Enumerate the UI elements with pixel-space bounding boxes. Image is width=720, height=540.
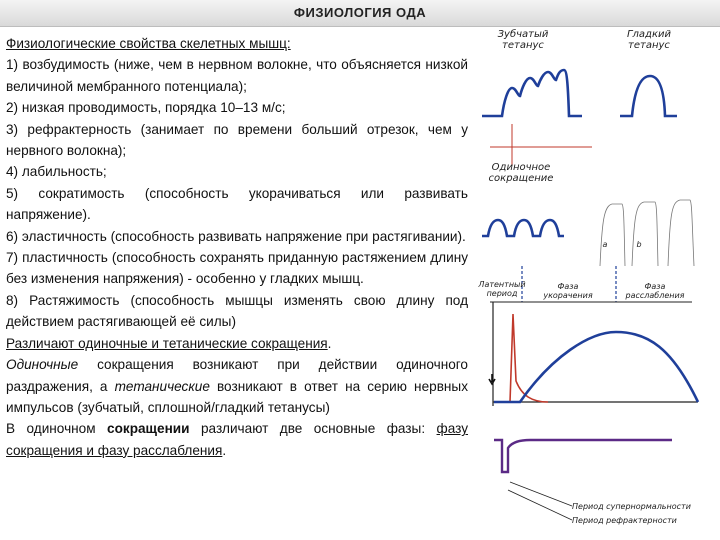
phases-end: . xyxy=(222,442,227,458)
section-heading: Физиологические свойства скелетных мышц: xyxy=(6,36,291,51)
single-contraction-label: Одиночное сокращение xyxy=(488,162,554,184)
refractory-period-label: Период рефрактерности xyxy=(572,516,677,525)
latent-period-label: Латентный период xyxy=(478,280,526,298)
excitability-curve xyxy=(494,440,672,472)
phases-part-a: В одиночном xyxy=(6,421,108,437)
phases-underlined: фазу сокращения и фазу расслабления xyxy=(6,421,469,458)
action-potential-curve xyxy=(504,314,548,402)
slide-title: ФИЗИОЛОГИЯ ОДА xyxy=(293,5,427,20)
stimulus-arrow-icon xyxy=(489,374,495,384)
contraction-types xyxy=(6,333,468,354)
property-6: 6) эластичность (способность развивать напряжение при растягивании). xyxy=(6,228,466,244)
property-4: 4) лабильность; xyxy=(6,164,107,180)
tetanic-term: тетанические xyxy=(114,378,210,394)
phases-bold: сокращении xyxy=(107,421,190,437)
desc-part-d: возникают в ответ на серию нервных импульсов (зубчатый, сплошной/гладкий тетанусы) xyxy=(6,378,468,415)
relaxation-phase-label: Фаза расслабления xyxy=(625,282,685,300)
contraction-description xyxy=(6,354,468,418)
figures-panel xyxy=(472,26,720,540)
property-7: 7) пластичность (способность сохранять приданную растяжением длину без изменения напряжения) - особенно у гладких мышц. xyxy=(6,250,468,287)
phases-paragraph xyxy=(6,418,468,461)
supernormal-period-label: Период супернормальности xyxy=(572,502,691,511)
contraction-types-text: Различают одиночные и тетанические сокращения xyxy=(6,335,328,351)
property-3: 3) рефрактерность (занимает по времени больший отрезок, чем у нервного волокна); xyxy=(6,121,468,159)
property-1: 1) возбудимость (ниже, чем в нервном волокне, что объясняется низкой величиной мембранного потенциала); xyxy=(6,57,468,94)
tick-label-b: b xyxy=(636,240,642,249)
contraction-phase-label: Фаза укорачения xyxy=(543,282,593,300)
refractory-bracket xyxy=(508,490,572,520)
supernormal-bracket xyxy=(510,482,572,506)
property-2: 2) низкая проводимость, порядка 10–13 м/с; xyxy=(6,100,286,116)
desc-part-b: сокращения возникают при действии одиночного раздражения, а xyxy=(6,357,468,394)
property-8: 8) Растяжимость (способность мышцы изменять свою длину под действием растягивающей её силы) xyxy=(6,292,468,330)
tick-label-a: a xyxy=(602,240,608,249)
single-contraction-curve xyxy=(482,220,564,236)
recording-trace xyxy=(600,200,694,266)
toothed-tetanus-curve xyxy=(482,70,582,116)
contraction-types-end: . xyxy=(327,335,332,351)
phases-part-c: различают две основные фазы: xyxy=(189,421,437,437)
single-term: Одиночные xyxy=(6,357,79,373)
property-5: 5) сократимость (способность укорачиваться или развивать напряжение). xyxy=(6,185,468,223)
contraction-phase-curve xyxy=(494,332,698,402)
toothed-tetanus-label: Зубчатый тетанус xyxy=(497,29,549,51)
smooth-tetanus-curve xyxy=(620,76,677,116)
text-column xyxy=(6,33,468,461)
smooth-tetanus-label: Гладкий тетанус xyxy=(626,29,672,51)
